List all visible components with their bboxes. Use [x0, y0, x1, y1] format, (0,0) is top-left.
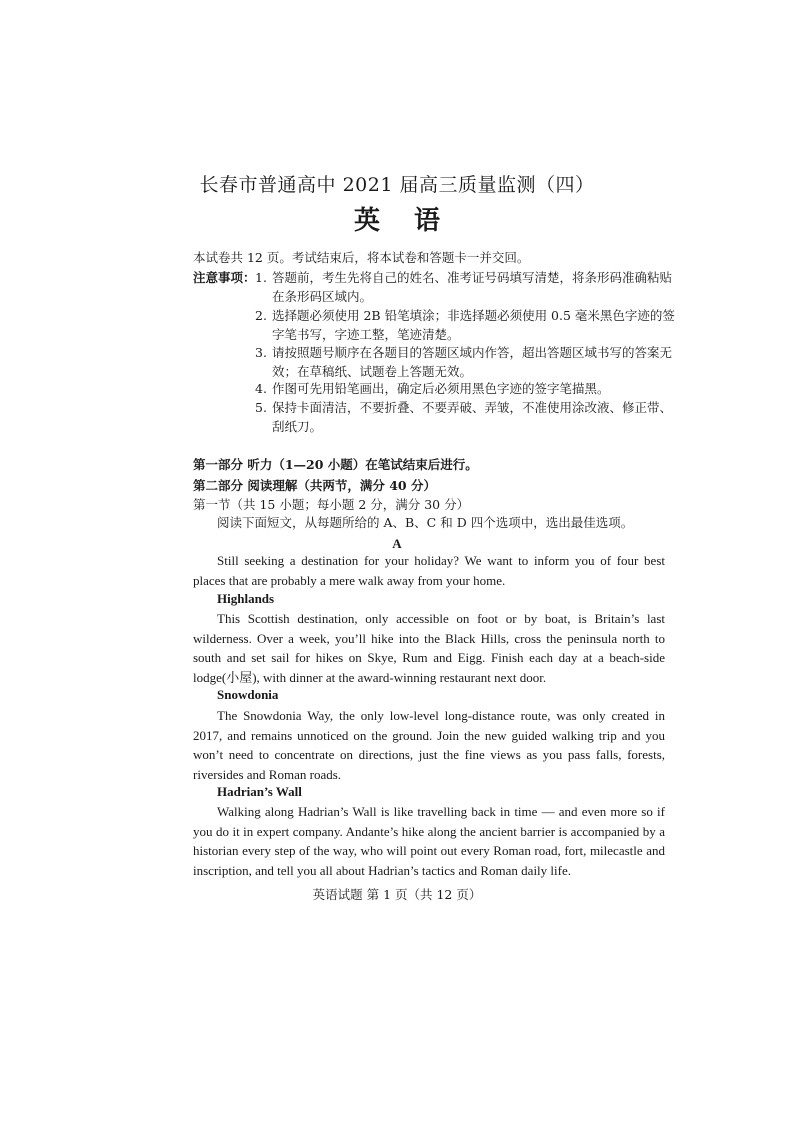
directions: 阅读下面短文，从每题所给的 A、B、C 和 D 四个选项中，选出最佳选项。 [217, 515, 634, 530]
subject-title: 英语 [353, 206, 474, 236]
note-number: 5. [255, 400, 267, 415]
place-description [193, 706, 665, 784]
note-number: 2. [255, 308, 267, 323]
place-heading: Snowdonia [217, 687, 279, 702]
section1-heading: 第一节（共 15 小题；每小题 2 分，满分 30 分） [193, 497, 470, 512]
place-description-text: The Snowdonia Way, the only low-level long-distance route, was only created in 2017, and remains unnoticed on the ground. Join the new guided walking trip and you won’t need to concentrate on directions, just the fine views as you pass falls, forests, riversides and Roman roads. [193, 708, 665, 782]
note-item [255, 268, 675, 306]
notes-label: 注意事项： [193, 270, 256, 285]
place-description-text: Walking along Hadrian’s Wall is like travelling back in time — and even more so if you do it in expert company. Andante’s hike along the ancient barrier is accompanied by a historian every step of the way, who will point out every Roman road, fort, milecastle and inscription, and tell you all about Hadrian’s tactics and Roman daily life. [193, 804, 665, 878]
passage-intro-text: Still seeking a destination for your holiday? We want to inform you of four best places that are probably a mere walk away from your home. [193, 553, 665, 588]
page-footer: 英语试题 第 1 页（共 12 页） [312, 887, 482, 902]
place-description [193, 802, 665, 880]
place-heading: Highlands [217, 591, 275, 606]
passage-label: A [392, 536, 402, 551]
note-item [255, 306, 675, 344]
note-number: 1. [255, 270, 267, 285]
exam-title: 长春市普通高中 2021 届高三质量监测（四） [199, 174, 595, 196]
note-item [255, 343, 675, 381]
note-item [255, 398, 675, 436]
passage-intro [193, 551, 665, 590]
part2-heading: 第二部分 阅读理解（共两节，满分 40 分） [193, 478, 436, 493]
place-description [193, 609, 665, 687]
note-text: 保持卡面清洁，不要折叠、不要弄破、弄皱，不准使用涂改液、修正带、刮纸刀。 [272, 400, 673, 434]
note-text: 请按照题号顺序在各题目的答题区域内作答，超出答题区域书写的答案无效；在草稿纸、试题卷上答题无效。 [272, 345, 673, 379]
place-description-text: This Scottish destination, only accessible on foot or by boat, is Britain’s last wilderness. Over a week, you’ll hike into the Black Hills, cross the peninsula north to south and set sail for hikes on Skye, Rum and Eigg. Finish each day at a beach-side lodge(小屋), with dinner at the award-winning restaurant next door. [193, 611, 665, 685]
note-text: 答题前，考生先将自己的姓名、准考证号码填写清楚，将条形码准确粘贴在条形码区域内。 [272, 270, 673, 304]
note-number: 3. [255, 345, 267, 360]
part1-heading: 第一部分 听力（1—20 小题）在笔试结束后进行。 [193, 457, 478, 472]
note-text: 作图可先用铅笔画出，确定后必须用黑色字迹的签字笔描黑。 [272, 381, 610, 396]
exam-intro: 本试卷共 12 页。考试结束后，将本试卷和答题卡一并交回。 [193, 250, 530, 265]
note-item [255, 379, 675, 398]
note-number: 4. [255, 381, 267, 396]
place-heading: Hadrian’s Wall [217, 784, 302, 799]
note-text: 选择题必须使用 2B 铅笔填涂；非选择题必须使用 0.5 毫米黑色字迹的签字笔书写，字迹工整，笔迹清楚。 [272, 308, 675, 342]
